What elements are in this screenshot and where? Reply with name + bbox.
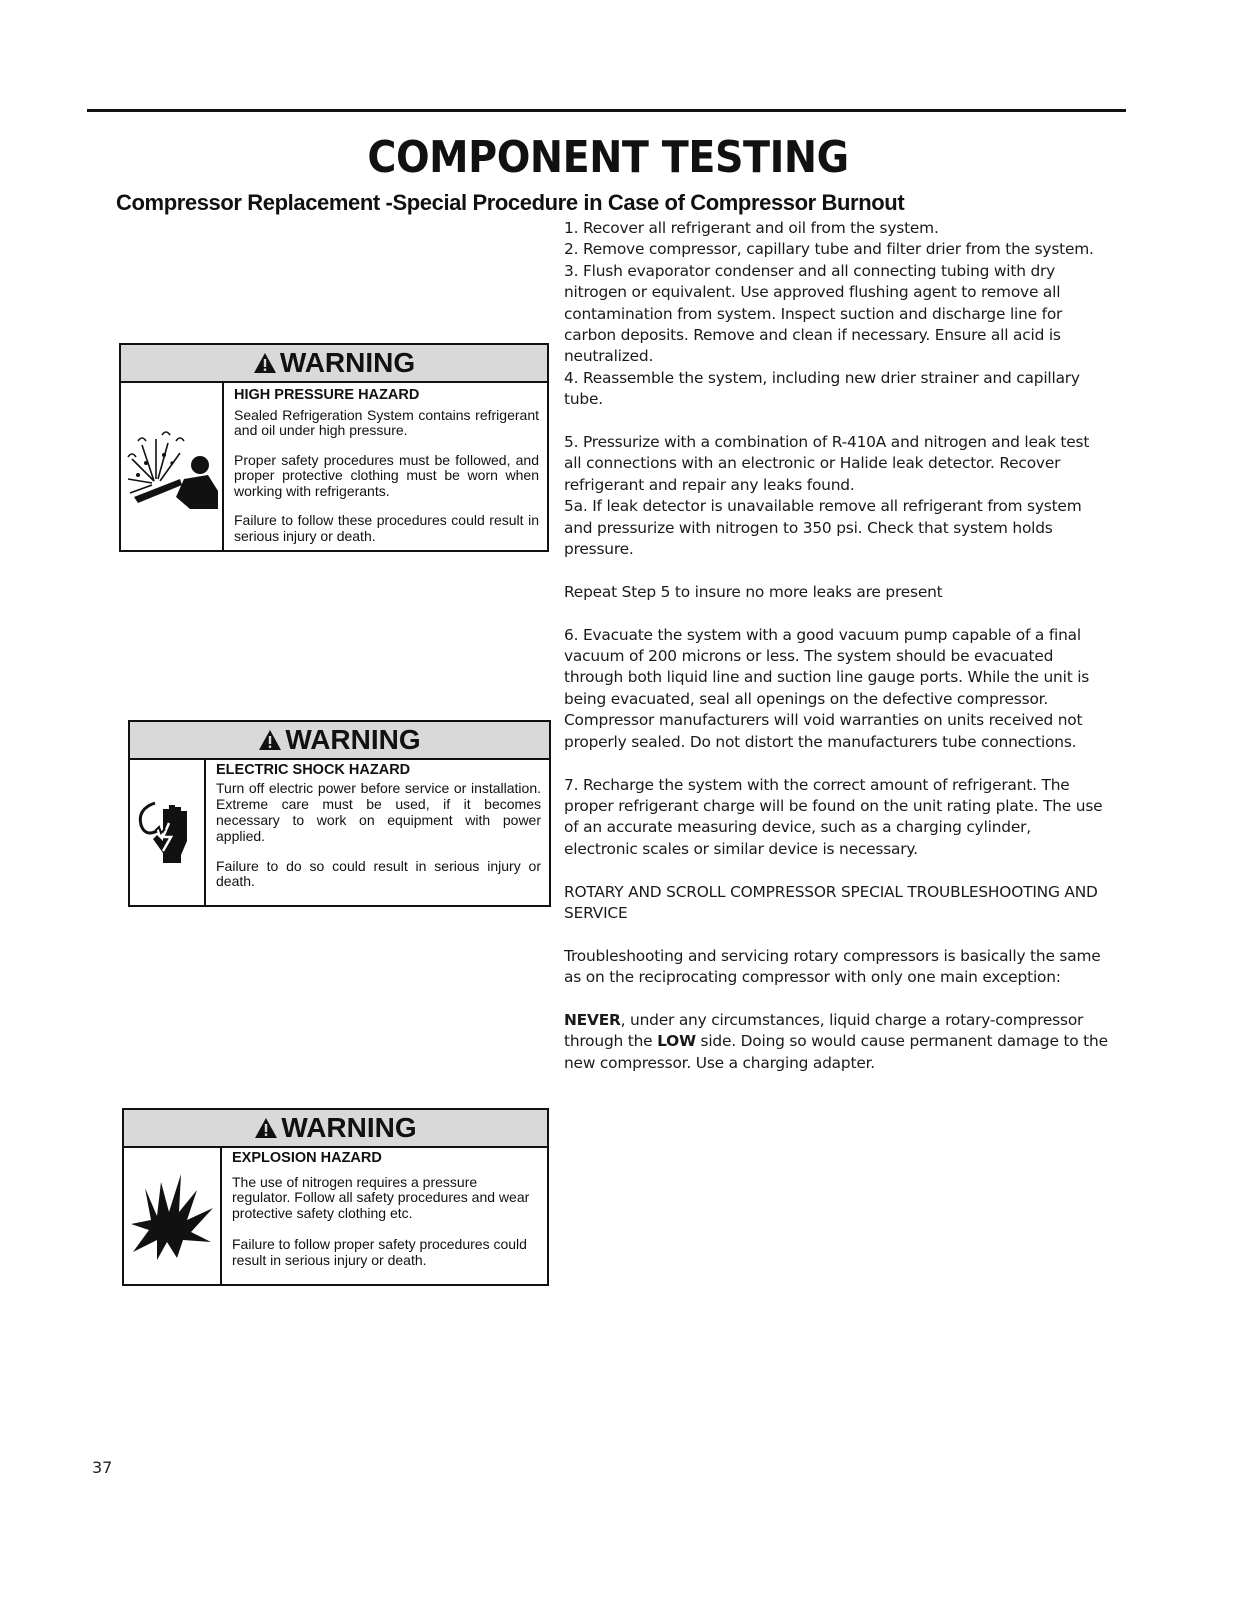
warning-triangle-icon [253, 352, 277, 374]
step-2: 2. Remove compressor, capillary tube and filter drier from the system. [564, 240, 1094, 259]
step-1: 1. Recover all refrigerant and oil from the system. [564, 219, 939, 237]
hazard-title: HIGH PRESSURE HAZARD [234, 387, 420, 403]
warning-label: WARNING [279, 347, 416, 378]
warning-text: Proper safety procedures must be followed, and proper protective clothing must be worn when working with refrigerants. [234, 451, 539, 499]
warning-text: Failure to follow these procedures could result in serious injury or death. [234, 512, 539, 544]
warning-triangle-icon [258, 729, 282, 751]
step-5a: 5a. If leak detector is unavailable remove all refrigerant from system and pressurize with nitrogen to 350 psi. Check that system holds pressure. [564, 497, 1082, 559]
warning-box-high-pressure [119, 343, 549, 552]
explosion-icon [124, 1148, 222, 1284]
step-7: 7. Recharge the system with the correct amount of refrigerant. The proper refrigerant charge will be found on the unit rating plate. The use of an accurate measuring device, such as a charging cylinder, electronic scales or similar device is necessary. [564, 775, 1103, 858]
warning-header [130, 722, 549, 760]
section-subtitle: Compressor Replacement -Special Procedure in Case of Compressor Burnout [116, 190, 905, 215]
warning-box-explosion [122, 1108, 549, 1286]
pressure-spray-icon [121, 383, 224, 550]
warning-text: Failure to follow proper safety procedures could result in serious injury or death. [232, 1236, 527, 1268]
warning-text: Failure to do so could result in serious injury or death. [216, 857, 541, 889]
warning-label: WARNING [281, 1112, 417, 1143]
warning-text: The use of nitrogen requires a pressure regulator. Follow all safety procedures and wear protective safety clothing etc. [232, 1173, 530, 1221]
page-title: COMPONENT TESTING [367, 132, 849, 183]
rotary-text: Troubleshooting and servicing rotary compressors is basically the same as on the reciprocating compressor with only one main exception: [564, 946, 1101, 987]
never-text: , under any circumstances, liquid charge a rotary-compressor through the [564, 1010, 1084, 1051]
never-paragraph [564, 1010, 1109, 1074]
rotary-heading: ROTARY AND SCROLL COMPRESSOR SPECIAL TROUBLESHOOTING AND SERVICE [564, 882, 1098, 922]
warning-header [121, 345, 547, 383]
never-text: side. Doing so would cause permanent damage to the new compressor. Use a charging adapter. [564, 1032, 1108, 1072]
step-3: 3. Flush evaporator condenser and all connecting tubing with dry nitrogen or equivalent. Use approved flushing agent to remove all contamination from system. Inspect suction and discharge line for carbon deposits. Remove and clean if necessary. Ensure all acid is neutralized. [564, 261, 1063, 366]
hazard-title: ELECTRIC SHOCK HAZARD [216, 762, 411, 778]
warning-label: WARNING [285, 724, 421, 755]
hazard-title: EXPLOSION HAZARD [232, 1150, 382, 1166]
procedure-column [564, 218, 1109, 1074]
warning-text: Sealed Refrigeration System contains refrigerant and oil under high pressure. [234, 406, 539, 438]
top-rule [87, 109, 1126, 112]
repeat-note: Repeat Step 5 to insure no more leaks are present [564, 582, 943, 601]
warning-text: Turn off electric power before service or installation. Extreme care must be used, if it becomes necessary to work on equipment with power applied. [216, 779, 541, 844]
warning-triangle-icon [254, 1117, 278, 1139]
step-6: 6. Evacuate the system with a good vacuum pump capable of a final vacuum of 200 microns or less. The system should be evacuated through both liquid line and suction line gauge ports. While the unit is being evacuated, seal all openings on the defective compressor. Compressor manufacturers will void warranties on units received not properly sealed. Do not distort the manufacturers tube connections. [564, 625, 1090, 751]
page-number: 37 [92, 1458, 113, 1477]
warning-header [124, 1110, 547, 1148]
electric-shock-hand-icon [130, 760, 206, 905]
low-word: LOW [657, 1032, 696, 1051]
warning-box-electric-shock [128, 720, 551, 907]
step-5: 5. Pressurize with a combination of R-410A and nitrogen and leak test all connections with an electronic or Halide leak detector. Recover refrigerant and repair any leaks found. [564, 433, 1090, 494]
never-word: NEVER [564, 1010, 621, 1029]
step-4: 4. Reassemble the system, including new drier strainer and capillary tube. [564, 368, 1080, 409]
